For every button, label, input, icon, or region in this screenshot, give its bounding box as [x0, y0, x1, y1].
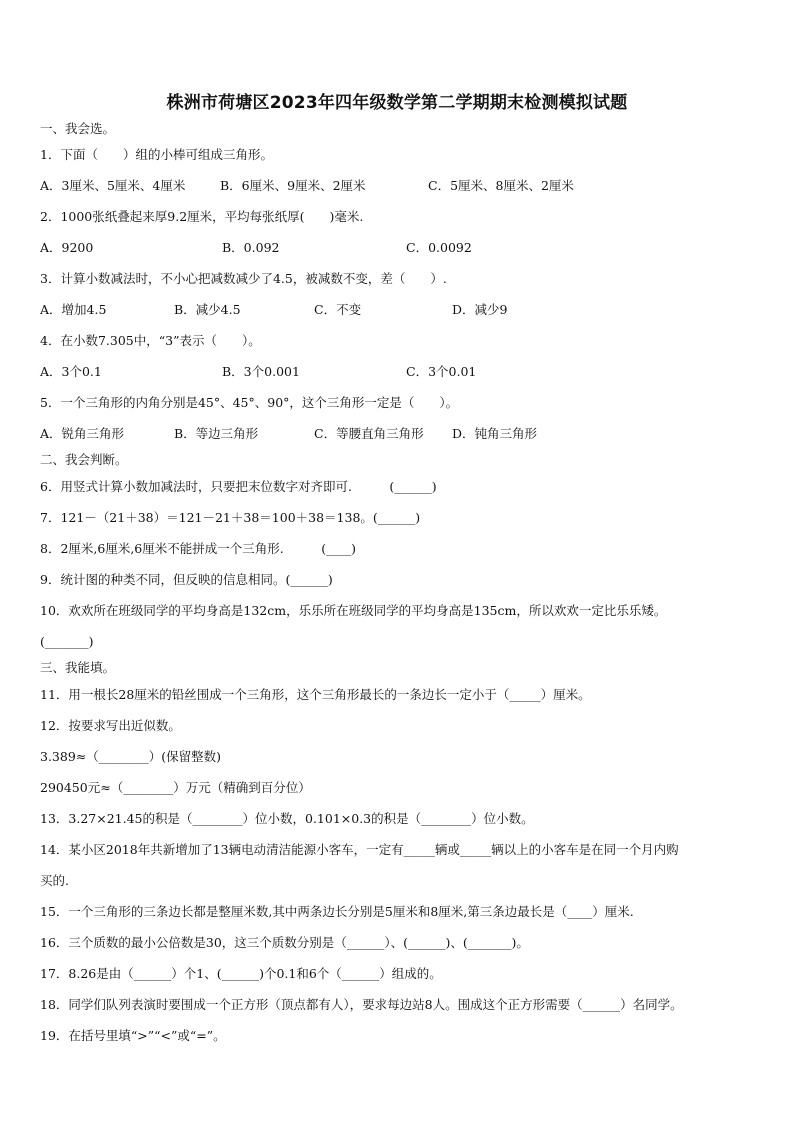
question-5-stem: 5．一个三角形的内角分别是45°、45°、90°，这个三角形一定是（ ）。	[40, 395, 459, 410]
question-4-stem: 4．在小数7.305中，“3”表示（ ）。	[40, 333, 261, 348]
question-12: 12．按要求写出近似数。	[40, 718, 181, 733]
question-14-continued: 买的.	[40, 873, 69, 888]
section-heading-fill: 三、我能填。	[40, 660, 116, 675]
question-5-options	[40, 426, 756, 442]
question-15: 15．一个三角形的三条边长都是整厘米数,其中两条边长分别是5厘米和8厘米,第三条边最长是（____）厘米.	[40, 904, 634, 919]
question-16: 16．三个质数的最小公倍数是30，这三个质数分别是（______）、(______)、(_______)。	[40, 935, 529, 950]
question-2-option-a: A．9200	[40, 240, 94, 255]
question-2-option-c: C．0.0092	[406, 240, 472, 255]
question-12-part-b: 290450元≈（________）万元（精确到百分位）	[40, 780, 311, 795]
question-8: 8．2厘米,6厘米,6厘米不能拼成一个三角形. (____)	[40, 541, 356, 556]
section-heading-judge: 二、我会判断。	[40, 452, 128, 467]
question-14: 14．某小区2018年共新增加了13辆电动清洁能源小客车，一定有_____辆或_____辆以上的小客车是在同一个月内购	[40, 842, 679, 857]
question-18: 18．同学们队列表演时要围成一个正方形（顶点都有人），要求每边站8人。围成这个正方形需要（______）名同学。	[40, 997, 683, 1012]
question-3-option-d: D．减少9	[452, 302, 508, 317]
question-3-option-a: A．增加4.5	[40, 302, 107, 317]
question-2-options	[40, 240, 756, 256]
question-4-options	[40, 364, 756, 380]
question-4-option-a: A．3个0.1	[40, 364, 102, 379]
question-2-stem: 2．1000张纸叠起来厚9.2厘米，平均每张纸厚( )毫米.	[40, 209, 364, 224]
question-5-option-a: A．锐角三角形	[40, 426, 125, 441]
question-4-option-b: B．3个0.001	[222, 364, 300, 379]
question-5-option-d: D．钝角三角形	[452, 426, 538, 441]
question-5-option-b: B．等边三角形	[174, 426, 259, 441]
question-5-option-c: C．等腰直角三角形	[314, 426, 424, 441]
question-1-option-a: A．3厘米、5厘米、4厘米	[40, 178, 186, 193]
question-1-option-b: B．6厘米、9厘米、2厘米	[220, 178, 366, 193]
question-17: 17．8.26是由（______）个1、(______)个0.1和6个（______）组成的。	[40, 966, 442, 981]
question-1-option-c: C．5厘米、8厘米、2厘米	[428, 178, 574, 193]
question-1-stem: 1．下面（ ）组的小棒可组成三角形。	[40, 147, 273, 162]
question-4-option-c: C．3个0.01	[406, 364, 477, 379]
question-3-options	[40, 302, 756, 318]
question-3-option-b: B．减少4.5	[174, 302, 241, 317]
question-12-part-a: 3.389≈（________）(保留整数)	[40, 749, 222, 764]
section-heading-choice: 一、我会选。	[40, 121, 116, 136]
question-19: 19．在括号里填“>”“<”或“=”。	[40, 1028, 226, 1043]
question-3-option-c: C．不变	[314, 302, 362, 317]
question-6: 6．用竖式计算小数加减法时，只要把末位数字对齐即可. (______)	[40, 479, 437, 494]
question-10: 10．欢欢所在班级同学的平均身高是132cm，乐乐所在班级同学的平均身高是135cm，所以欢欢一定比乐乐矮。	[40, 603, 667, 618]
question-11: 11．用一根长28厘米的铅丝围成一个三角形，这个三角形最长的一条边长一定小于（_____）厘米。	[40, 687, 591, 702]
question-13: 13．3.27×21.45的积是（________）位小数，0.101×0.3的积是（________）位小数。	[40, 811, 534, 826]
question-1-options	[40, 178, 756, 194]
page-title: 株洲市荷塘区2023年四年级数学第二学期期末检测模拟试题	[166, 93, 628, 113]
question-3-stem: 3．计算小数减法时，不小心把减数减少了4.5，被减数不变，差（ ）.	[40, 271, 447, 286]
question-10-answer-blank: (_______)	[40, 634, 94, 649]
question-7: 7．121－（21＋38）＝121－21＋38＝100＋38＝138。(______)	[40, 510, 421, 525]
question-2-option-b: B．0.092	[222, 240, 280, 255]
question-9: 9．统计图的种类不同，但反映的信息相同。(______)	[40, 572, 333, 587]
